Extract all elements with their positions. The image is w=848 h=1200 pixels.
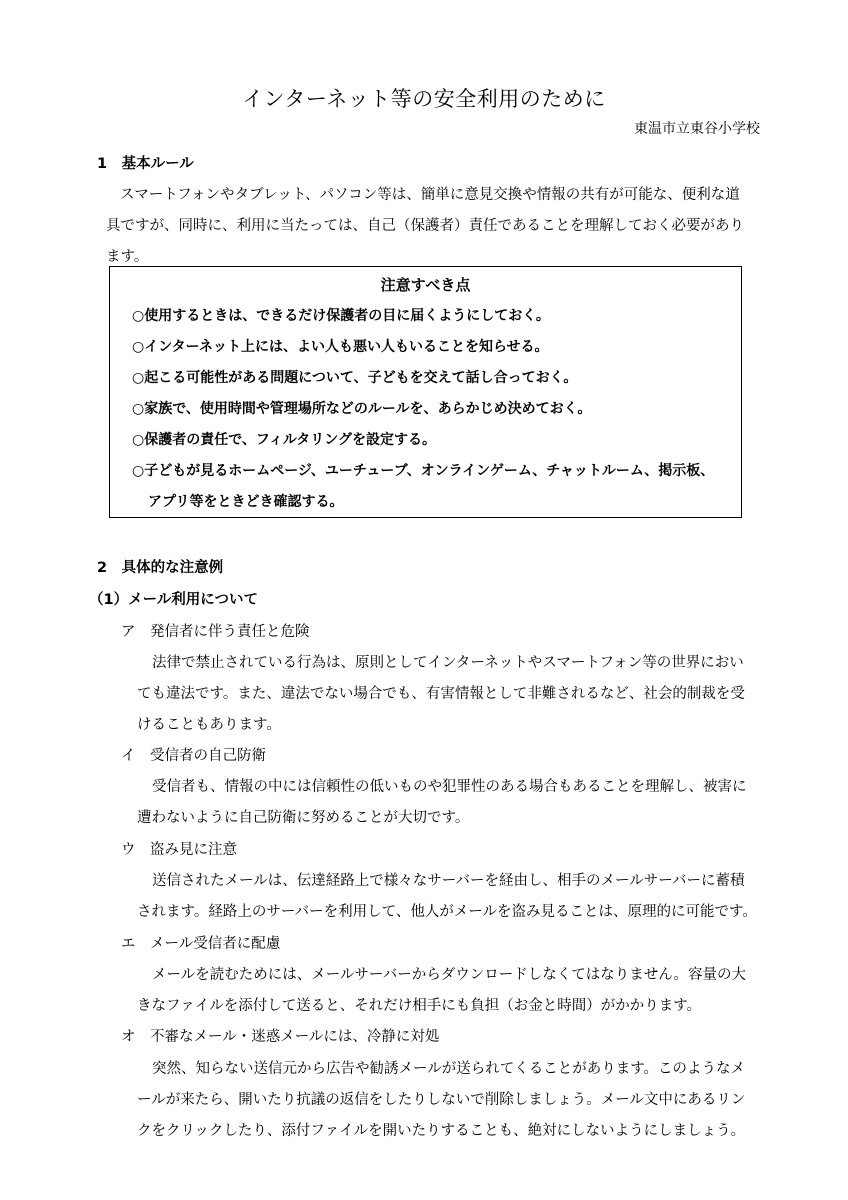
caution-item: ○起こる可能性がある問題について、子どもを交えて話し合っておく。 (132, 370, 578, 386)
section-2-subheading: （1）メール利用について (89, 592, 259, 608)
caution-item-continued: アプリ等をときどき確認する。 (148, 494, 344, 510)
caution-item: ○インターネット上には、よい人も悪い人もいることを知らせる。 (132, 339, 549, 355)
document-title: インターネット等の安全利用のために (242, 87, 606, 111)
item-o-line: 突然、知らない送信元から広告や勧誘メールが送られてくることがあります。このようなメ (152, 1061, 746, 1077)
item-o-line: クをクリックしたり、添付ファイルを開いたりすることも、絶対にしないようにしましょう。 (137, 1123, 746, 1139)
item-a-heading: ア 発信者に伴う責任と危険 (121, 624, 310, 640)
section-1-para-line-1: スマートフォンやタブレット、パソコン等は、簡単に意見交換や情報の共有が可能な、便利な道 (120, 187, 740, 203)
section-2-heading: 2 具体的な注意例 (97, 560, 224, 576)
item-o-line: ールが来たら、開いたり抗議の返信をしたりしないで削除しましょう。メール文中にあるリン (137, 1092, 746, 1108)
item-u-line: 送信されたメールは、伝達経路上で様々なサーバーを経由し、相手のメールサーバーに蓄積 (152, 873, 745, 889)
school-name: 東温市立東谷小学校 (634, 121, 760, 137)
item-e-line: メールを読むためには、メールサーバーからダウンロードしなくてはなりません。容量の大 (152, 967, 747, 983)
caution-item: ○保護者の責任で、フィルタリングを設定する。 (132, 432, 436, 448)
caution-item: ○使用するときは、できるだけ保護者の目に届くようにしておく。 (132, 308, 550, 324)
item-o-heading: オ 不審なメール・迷惑メールには、冷静に対処 (121, 1029, 440, 1045)
section-1-para-line-3: ます。 (106, 249, 149, 265)
caution-box (109, 266, 742, 518)
caution-item: ○子どもが見るホームページ、ユーチューブ、オンラインゲーム、チャットルーム、掲示板、 (132, 463, 715, 479)
item-i-heading: イ 受信者の自己防衛 (121, 748, 266, 764)
item-i-line: 遭わないように自己防衛に努めることが大切です。 (137, 810, 470, 826)
item-a-line: 法律で禁止されている行為は、原則としてインターネットやスマートフォン等の世界におい (152, 655, 744, 671)
item-i-line: 受信者も、情報の中には信頼性の低いものや犯罪性のある場合もあることを理解し、被害に (152, 779, 747, 795)
item-e-heading: エ メール受信者に配慮 (121, 936, 281, 952)
item-e-line: きなファイルを添付して送ると、それだけ相手にも負担（お金と時間）がかかります。 (137, 998, 702, 1014)
item-u-heading: ウ 盗み見に注意 (121, 842, 237, 858)
section-1-heading: 1 基本ルール (97, 156, 194, 172)
item-u-line: されます。経路上のサーバーを利用して、他人がメールを盗み見ることは、原理的に可能です。 (137, 904, 757, 920)
caution-item: ○家族で、使用時間や管理場所などのルールを、あらかじめ決めておく。 (132, 401, 592, 417)
caution-box-title: 注意すべき点 (380, 276, 471, 294)
section-1-para-line-2: 具ですが、同時に、利用に当たっては、自己（保護者）責任であることを理解しておく必要があり (106, 218, 744, 234)
item-a-line: けることもあります。 (137, 717, 281, 733)
item-a-line: ても違法です。また、違法でない場合でも、有害情報として非難されるなど、社会的制裁を受 (137, 686, 745, 702)
